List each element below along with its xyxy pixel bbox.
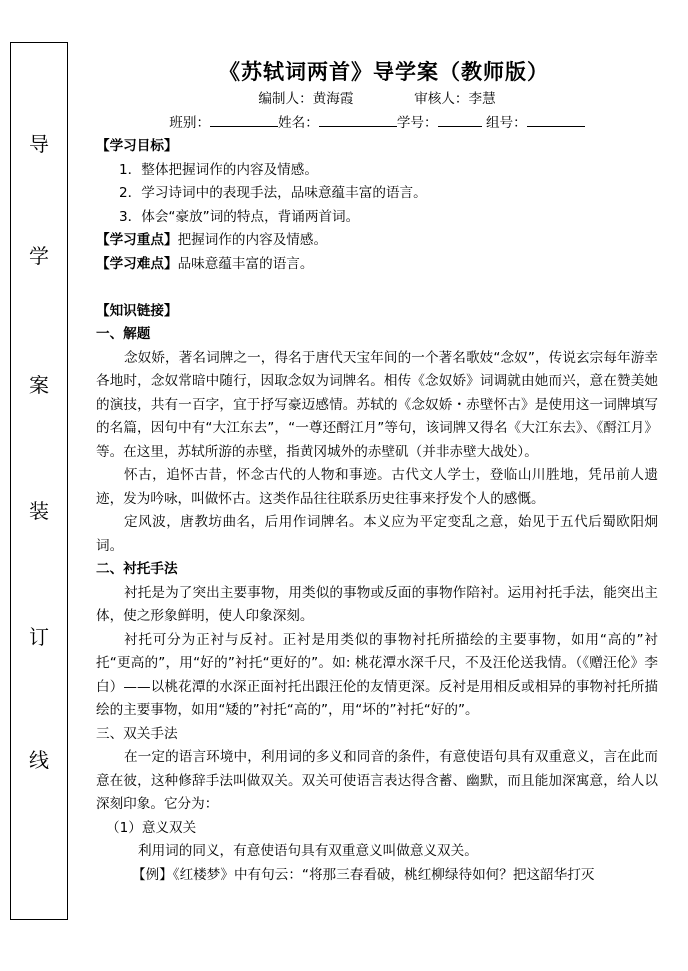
name-field[interactable]: [319, 112, 397, 127]
paragraph: 定风波，唐教坊曲名，后用作词牌名。本义应为平定变乱之意，始见于五代后蜀欧阳炯词。: [96, 514, 658, 554]
focus-label: 【学习重点】: [96, 232, 178, 248]
difficulty-label: 【学习难点】: [96, 255, 178, 272]
name-label: 姓名：: [278, 114, 319, 131]
student-no-field[interactable]: [438, 112, 482, 127]
binding-char: 装: [29, 499, 49, 523]
paragraph: 念奴娇，著名词牌之一，得名于唐代天宝年间的一个著名歌妓“念奴”，传说玄宗每年游幸各地时，念奴常暗中随行，因取念奴为词牌名。相传《念奴娇》词调就由她而兴，意在赞美她的演技，共有一百字，宜于抒写豪迈感情。苏轼的《念奴娇・赤壁怀古》是使用这一词牌填写的名篇，因句中有“大江东去”，“一尊还酹江月”等句，该词牌又得名《大江东去》、《酹江月》等。在这里，苏轼所游的赤壁，指黄冈城外的赤壁矶（并非赤壁大战处）。: [96, 349, 658, 460]
example-line: 【例】《红楼梦》中有句云：“将那三春看破，桃红柳绿待如何？把这韶华打灭: [132, 866, 595, 883]
paragraph: 在一定的语言环境中，利用词的多义和同音的条件，有意使语句具有双重意义，言在此而意在彼，这种修辞手法叫做双关。双关可使语言表达得含蓄、幽默，而且能加深寓意，给人以深刻印象。它分为：: [96, 749, 658, 812]
binding-strip: [10, 42, 68, 920]
paragraph: 衬托可分为正衬与反衬。正衬是用类似的事物衬托所描绘的主要事物，如用“高的”衬托“更高的”，用“好的”衬托“更好的”。如: 桃花潭水深千尺，不及汪伦送我情。（《赠汪伦》李白）——以桃花潭的水深正面衬托出跟汪伦的友情更深。反衬是用相反或相异的事物衬托所描绘的主要事物，如用“矮的”衬托“高的”，用“坏的”衬托“好的”。: [96, 631, 658, 718]
goal-item: 2．学习诗词中的表现手法，品味意蕴丰富的语言。: [119, 185, 427, 201]
section-heading: 三、双关手法: [96, 725, 178, 742]
section-heading: 一、解题: [96, 326, 151, 342]
goal-item: 1．整体把握词作的内容及情感。: [119, 161, 318, 178]
paragraph: 衬托是为了突出主要事物，用类似的事物或反面的事物作陪衬。运用衬托手法，能突出主体，使之形象鲜明，使人印象深刻。: [96, 584, 658, 624]
author-line: [96, 88, 658, 112]
class-field[interactable]: [210, 112, 278, 127]
group-field[interactable]: [527, 112, 585, 127]
binding-char: 案: [29, 373, 49, 397]
binding-char: 导: [29, 132, 49, 156]
difficulty-text: 品味意蕴丰富的语言。: [177, 255, 314, 272]
paragraph: 利用词的同义，有意使语句具有双重意义叫做意义双关。: [138, 843, 478, 859]
document-body: [96, 56, 658, 887]
sub-heading: （1）意义双关: [106, 819, 197, 836]
binding-char: 学: [29, 244, 49, 268]
binding-char: 订: [29, 625, 49, 649]
goal-item: 3．体会“豪放”词的特点，背诵两首词。: [119, 208, 360, 225]
focus-text: 把握词作的内容及情感。: [177, 232, 328, 248]
class-label: 班别：: [169, 114, 211, 131]
difficulty-line: [96, 253, 658, 277]
student-info-line: [96, 112, 658, 136]
page-title: 《苏轼词两首》导学案（教师版）: [219, 60, 549, 84]
group-label: 组号：: [485, 114, 527, 131]
editor-label: 编制人：黄海霞: [258, 91, 354, 107]
section-heading: 二、衬托手法: [96, 561, 178, 577]
binding-char: 线: [29, 748, 49, 772]
knowledge-heading: 【知识链接】: [96, 302, 178, 319]
focus-line: [96, 229, 658, 253]
student-no-label: 学号：: [396, 114, 438, 131]
reviewer-label: 审核人：李慧: [414, 91, 496, 107]
paragraph: 怀古，追怀古昔，怀念古代的人物和事迹。古代文人学士，登临山川胜地，凭吊前人遗迹，发为吟咏，叫做怀古。这类作品往往联系历史往事来抒发个人的感慨。: [96, 467, 658, 507]
goals-heading: 【学习目标】: [96, 138, 178, 154]
